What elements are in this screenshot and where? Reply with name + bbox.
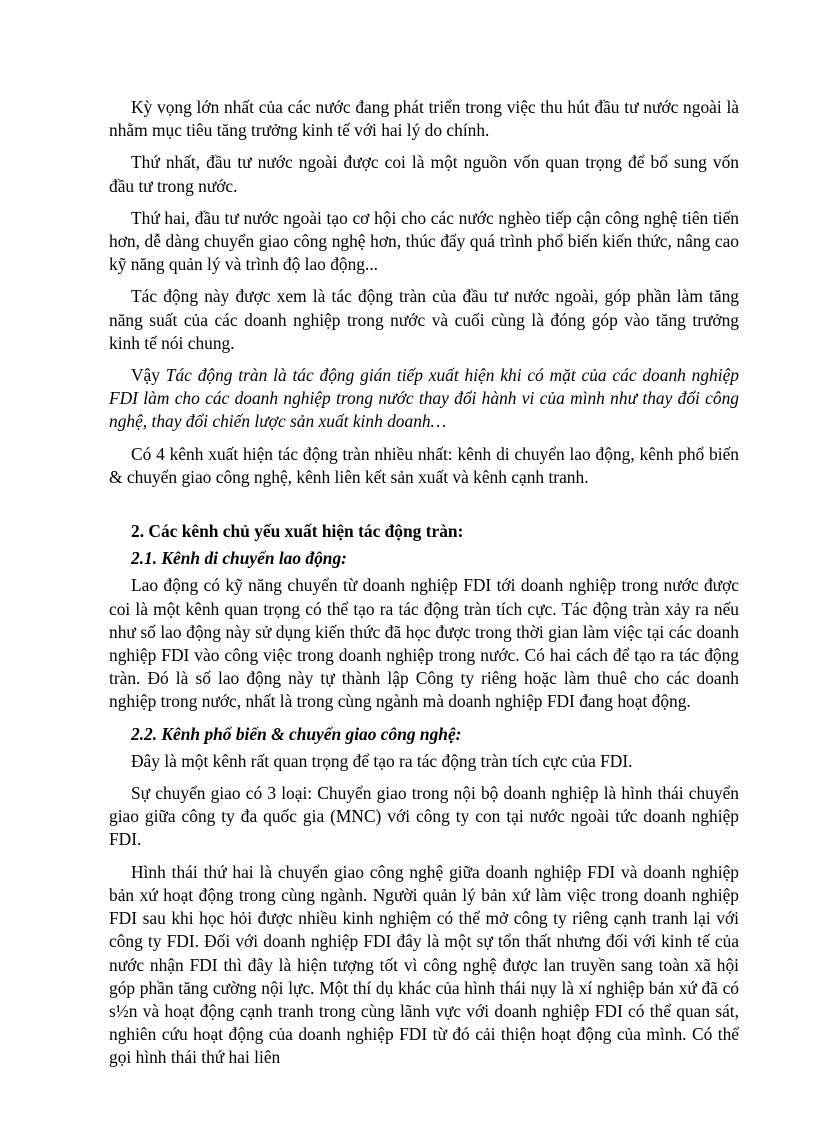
section-2-2-heading: 2.2. Kênh phổ biến & chuyển giao công nghệ: <box>131 723 462 744</box>
paragraph-intro-4: Tác động này được xem là tác động tràn của đầu tư nước ngoài, góp phần làm tăng năng suất của các doanh nghiệp trong nước và cuối cùng là đóng góp vào tăng trưởng kinh tế nói chung. <box>109 286 739 353</box>
document-body <box>109 96 739 1079</box>
section-2-heading: 2. Các kênh chủ yếu xuất hiện tác động tràn: <box>131 521 464 542</box>
paragraph-intro-3: Thứ hai, đầu tư nước ngoài tạo cơ hội cho các nước nghèo tiếp cận công nghệ tiên tiến hơn, dễ dàng chuyển giao công nghệ hơn, thúc đẩy quá trình phổ biến kiến thức, nâng cao kỹ năng quản lý và trình độ lao động... <box>109 207 739 275</box>
paragraph-definition <box>109 364 739 434</box>
section-2-1-paragraph: Lao động có kỹ năng chuyển từ doanh nghiệp FDI tới doanh nghiệp trong nước được coi là một kênh quan trọng có thể tạo ra tác động tràn tích cực. Tác động tràn xảy ra nếu như số lao động này sử dụng kiến thức đã học được trong thời gian làm việc tại các doanh nghiệp FDI vào công việc trong doanh nghiệp trong nước. Có hai cách để tạo ra tác động tràn. Đó là số lao động này tự thành lập Công ty riêng hoặc làm thuê cho các doanh nghiệp trong nước, nhất là trong cùng ngành mà doanh nghiệp FDI đang hoạt động. <box>109 575 739 712</box>
paragraph-intro-1: Kỳ vọng lớn nhất của các nước đang phát triển trong việc thu hút đầu tư nước ngoài là nhằm mục tiêu tăng trưởng kinh tế với hai lý do chính. <box>109 97 739 141</box>
section-2-2-paragraph-2: Sự chuyển giao có 3 loại: Chuyển giao trong nội bộ doanh nghiệp là hình thái chuyển giao giữa công ty đa quốc gia (MNC) với công ty con tại nước ngoài tức doanh nghiệp FDI. <box>109 783 739 850</box>
section-2-2-paragraph-1: Đây là một kênh rất quan trọng để tạo ra tác động tràn tích cực của FDI. <box>131 750 633 771</box>
definition-italic-text: Tác động tràn là tác động gián tiếp xuất hiện khi có mặt của các doanh nghiệp FDI làm cho các doanh nghiệp trong nước thay đổi hành vi của mình như thay đổi công nghệ, thay đổi chiến lược sản xuất kinh doanh… <box>109 365 739 432</box>
section-2-1-heading: 2.1. Kênh di chuyển lao động: <box>131 548 347 569</box>
section-2-2-paragraph-3: Hình thái thứ hai là chuyển giao công nghệ giữa doanh nghiệp FDI và doanh nghiệp bản xứ hoạt động trong cùng ngành. Người quản lý bản xứ làm việc trong doanh nghiệp FDI sau khi học hỏi được nhiều kinh nghiệm có thể mở công ty riêng cạnh tranh lại với công ty FDI. Đối với doanh nghiệp FDI đây là một sự tổn thất nhưng đối với kinh tế của nước nhận FDI thì đây là hiện tượng tốt vì công nghệ được lan truyền sang toàn xã hội góp phần tăng cường nội lực. Một thí dụ khác của hình thái nụy là xí nghiệp bản xứ đã có s½n và hoạt động cạnh tranh trong cùng lãnh vực với doanh nghiệp FDI có thể quan sát, nghiên cứu hoạt động của doanh nghiệp FDI từ đó cải thiện hoạt động của mình. Có thể gọi hình thái thứ hai liên <box>109 861 739 1068</box>
paragraph-intro-2: Thứ nhất, đầu tư nước ngoài được coi là một nguồn vốn quan trọng để bổ sung vốn đầu tư trong nước. <box>109 152 739 196</box>
definition-lead: Vậy <box>131 365 166 386</box>
paragraph-channels-summary: Có 4 kênh xuất hiện tác động tràn nhiều nhất: kênh di chuyển lao động, kênh phổ biến & chuyển giao công nghệ, kênh liên kết sản xuất và kênh cạnh tranh. <box>109 443 739 487</box>
